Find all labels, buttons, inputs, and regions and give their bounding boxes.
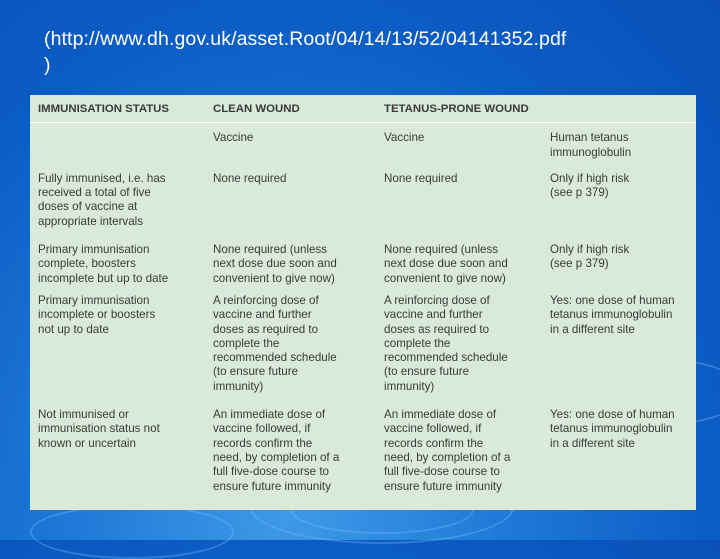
table-cell: A reinforcing dose of vaccine and further doses as required to complete the recommended schedule (to ensure future immunity) xyxy=(384,293,508,393)
table-cell: None required (unless next dose due soon and convenient to give now) xyxy=(384,243,508,285)
subheader-cell: Vaccine xyxy=(213,131,254,145)
table-cell: None required (unless next dose due soon and convenient to give now) xyxy=(213,243,337,285)
table-header-row xyxy=(30,95,696,123)
subheader-cell xyxy=(30,123,213,166)
column-header-empty xyxy=(550,95,696,123)
source-url-text: (http://www.dh.gov.uk/asset.Root/04/14/13/52/04141352.pdf ) xyxy=(44,28,567,76)
table-cell: Not immunised or immunisation status not known or uncertain xyxy=(38,408,160,450)
table-cell: Yes: one dose of human tetanus immunoglobulin in a different site xyxy=(550,293,675,336)
tetanus-table-card xyxy=(30,95,696,510)
table-row xyxy=(30,237,696,288)
column-header-immunisation-status: IMMUNISATION STATUS xyxy=(38,103,169,115)
table-row xyxy=(30,166,696,237)
table-cell: Only if high risk (see p 379) xyxy=(550,171,630,200)
table-cell: None required xyxy=(384,171,458,185)
table-cell: None required xyxy=(213,171,287,185)
background-ripple xyxy=(30,505,234,559)
column-header-tetanus-prone-wound: TETANUS-PRONE WOUND xyxy=(384,103,529,115)
subheader-cell: Vaccine xyxy=(384,131,425,145)
table-row xyxy=(30,402,696,494)
table-cell: An immediate dose of vaccine followed, if records confirm the need, by completion of a full five-dose course to ensure future immunity xyxy=(384,408,511,493)
table-subheader-row xyxy=(30,123,696,166)
table-cell: Fully immunised, i.e. has received a total of five doses of vaccine at appropriate intervals xyxy=(38,171,166,228)
table-cell: Yes: one dose of human tetanus immunoglobulin in a different site xyxy=(550,408,675,450)
column-header-clean-wound: CLEAN WOUND xyxy=(213,103,300,115)
table-cell: Primary immunisation complete, boosters incomplete but up to date xyxy=(38,243,169,285)
table-row xyxy=(30,288,696,402)
tetanus-immunisation-table xyxy=(30,95,696,494)
table-cell: An immediate dose of vaccine followed, if records confirm the need, by completion of a full five-dose course to ensure future immunity xyxy=(213,408,340,493)
table-cell: Primary immunisation incomplete or boosters not up to date xyxy=(38,293,156,336)
table-cell: Only if high risk (see p 379) xyxy=(550,243,630,271)
subheader-cell: Human tetanus immunoglobulin xyxy=(550,131,632,159)
table-cell: A reinforcing dose of vaccine and further doses as required to complete the recommended schedule (to ensure future immunity) xyxy=(213,293,337,393)
